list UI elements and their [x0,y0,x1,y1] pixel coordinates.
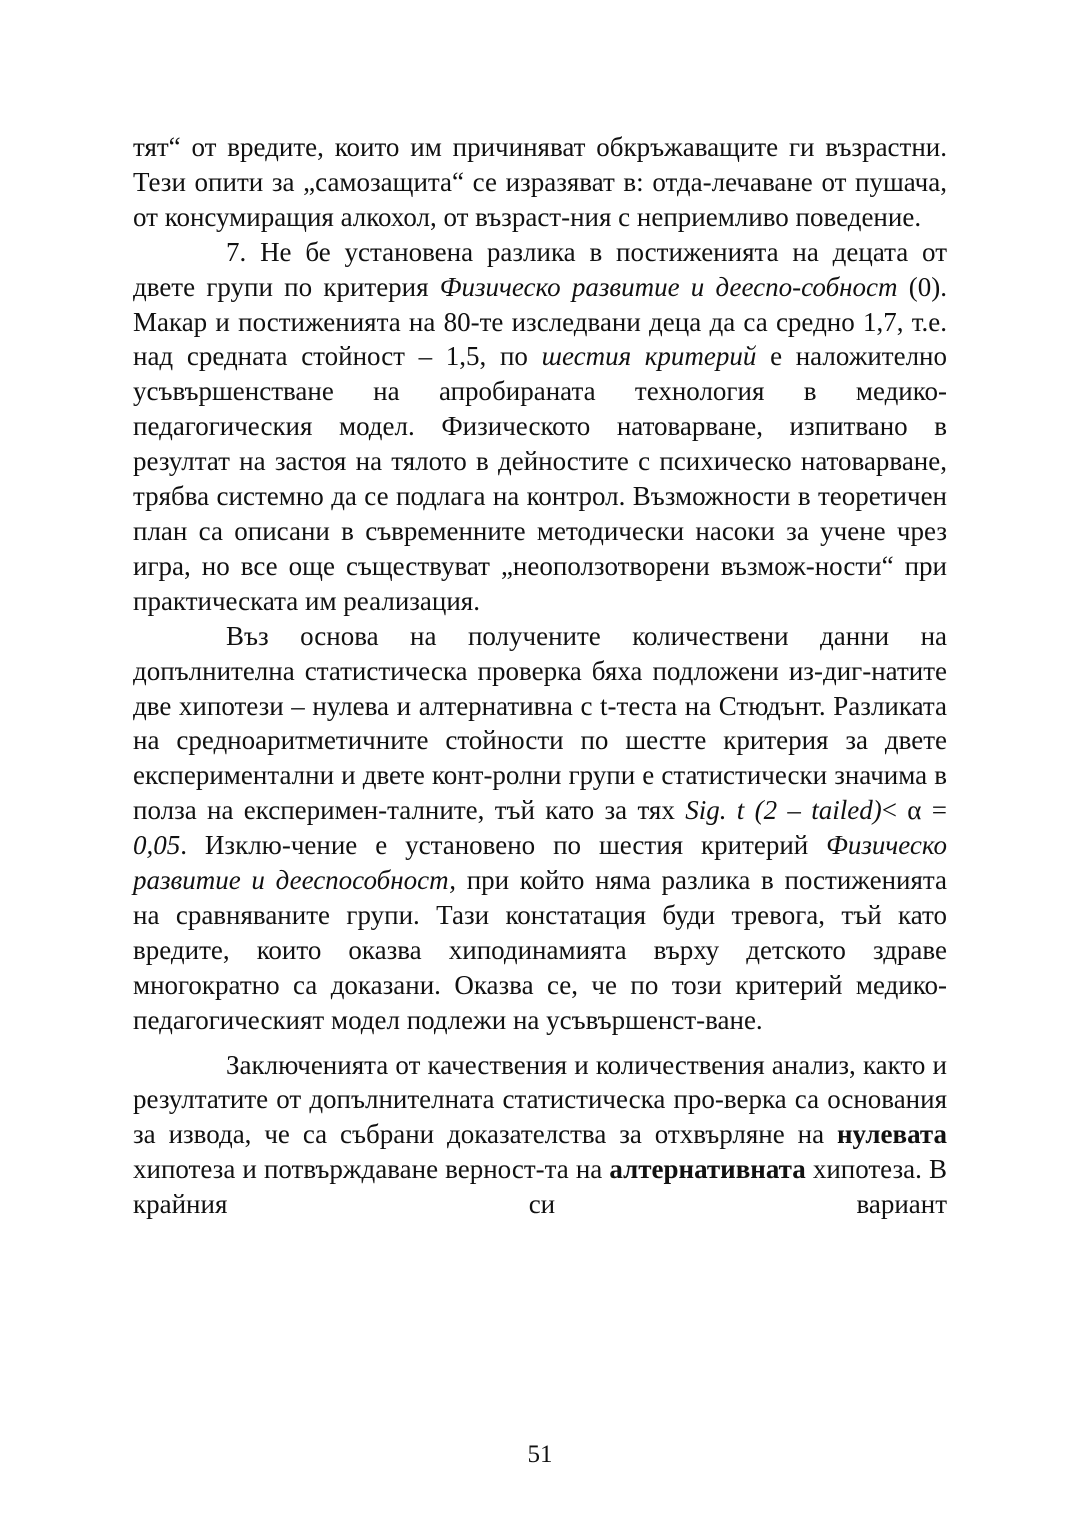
paragraph-continuation [133,130,947,235]
paragraph-text: Въз основа на получените количествени данни на допълнителна статистическа проверка бяха подложени из-диг-натите две хипотези – нулева и алтернативна с t-теста на Стюдънт. Разликата на средноаритметичните стойности по шестте критерия за двете експериментални и двете конт-ролни групи е статистически значима в полза на експеримен-талните, тъй като за тях [133,620,947,826]
null-hypothesis-bold: нулевата [837,1119,947,1150]
paragraph-statistics [133,619,947,1038]
alpha-symbol: < α = [881,795,947,826]
paragraph-text: хипотеза. В крайния си вариант [133,1154,947,1220]
sig-formula: Sig. t (2 – tailed) [685,795,882,826]
criterion-name-emphasis: Физическо развитие и дееспо-собност [439,271,898,302]
paragraph-text: хипотеза и потвърждаване верност-та на [133,1154,610,1185]
paragraph-item-7 [133,235,947,619]
paragraph-text: при който няма разлика в постиженията на сравняваните групи. Тази констатация буди тревога, тъй като вредите, които оказва хиподинамията върху детското здраве многократно са доказани. Оказва се, че по този критерий медико-педагогическият модел подлежи на усъвършенст-ване. [133,865,948,1035]
paragraph-spacer [133,1038,947,1048]
paragraph-text: тят“ от вредите, които им причиняват обкръжаващите ги възрастни. Тези опити за „самозащита“ се изразяват в: отда-лечаване от пушача, от консумиращия алкохол, от възраст-ния с неприемливо поведение. [133,132,947,232]
page-number: 51 [527,1441,553,1468]
sixth-criterion-emphasis: шестия критерий [541,341,757,372]
alternative-hypothesis-bold: алтернативната [609,1154,806,1185]
paragraph-text: . Изклю-чение е установено по шестия критерий [180,830,827,861]
body-text [133,130,947,1222]
paragraph-text: Заключенията от качествения и количествения анализ, както и резултатите от допълнителната статистическа про-верка са основания за извода, че са събрани доказателства за отхвърляне на [133,1049,947,1150]
alpha-value: 0,05 [133,830,181,861]
paragraph-text: (0). Макар и постиженията на 80-те изследвани деца да са средно 1,7, т.е. над средната стойност – 1,5, по [133,271,947,372]
paragraph-text: 7. Не бе установена разлика в постиженията на децата от двете групи по критерия [133,236,947,302]
paragraph-conclusions [133,1048,947,1223]
paragraph-text: е наложително усъвършенстване на апробираната технология в медико-педагогическия модел. Физическото натоварване, изпитвано в резултат на застоя на тялото в дейностите с психическо натоварване, трябва системно да се подлага на контрол. Възможности в теоретичен план са описани в съвременните методически насоки за учене чрез игра, но все още съществуват „неоползотворени възмож-ности“ при практическата им реализация. [133,341,947,616]
criterion-name-emphasis: Физическо развитие и дееспособност, [133,830,947,896]
